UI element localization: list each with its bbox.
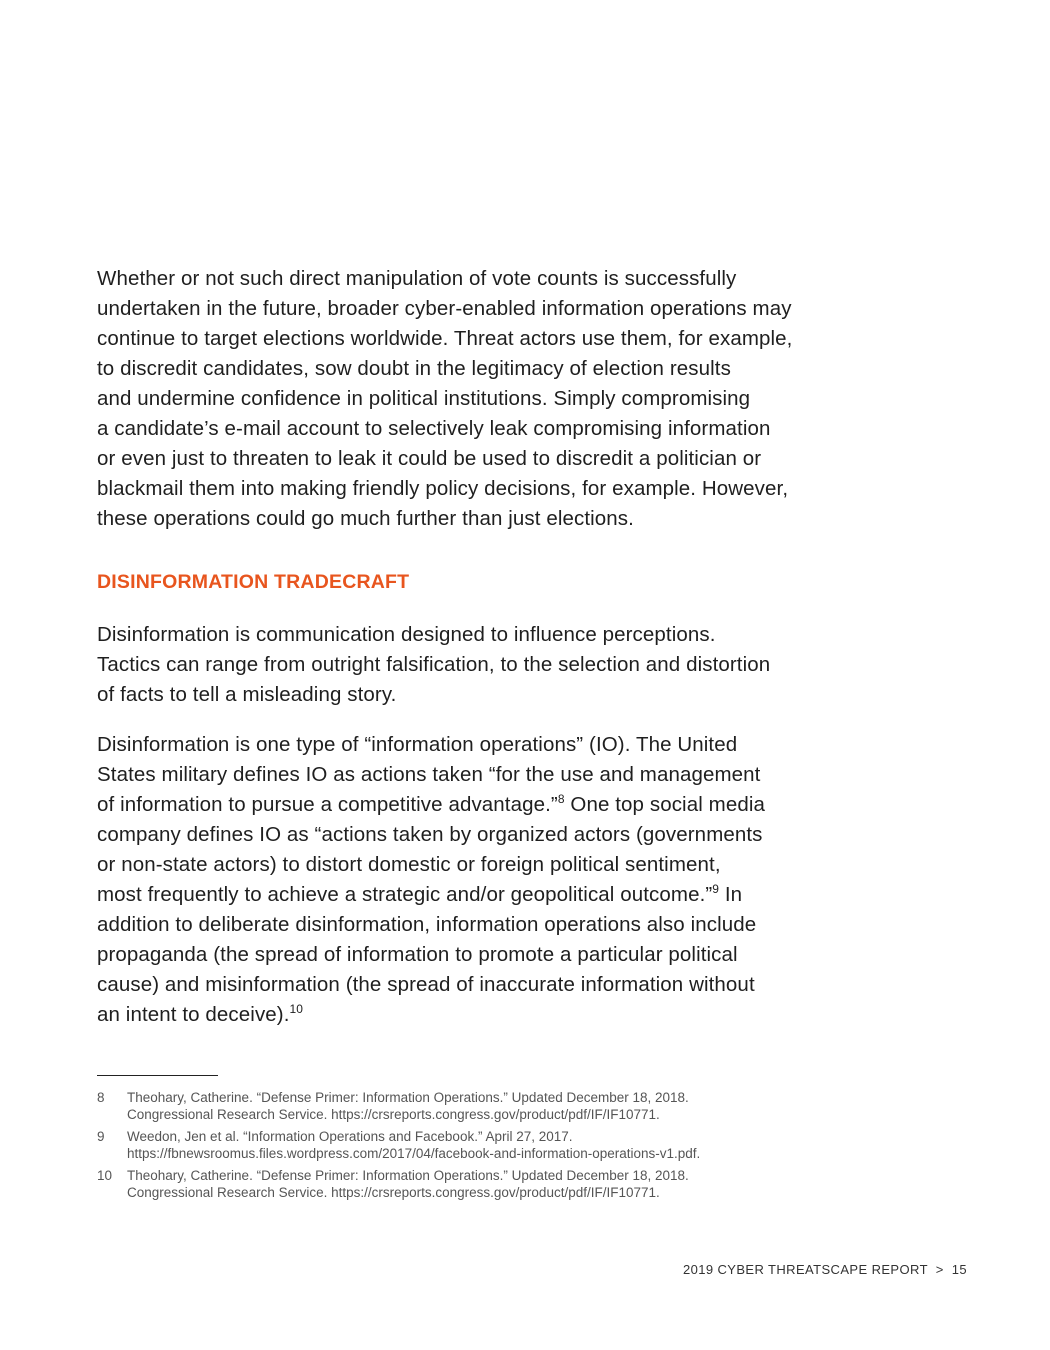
footnote-ref-8[interactable]: 8 <box>557 792 565 806</box>
footnote-item <box>97 1090 897 1123</box>
footnote-divider <box>97 1075 218 1076</box>
footnote-text: Weedon, Jen et al. “Information Operations and Facebook.” April 27, 2017. https://fbnewsroomus.files.wordpress.com/2017/04/facebook-and-information-operations-v1.pdf. <box>127 1129 701 1161</box>
section-heading: DISINFORMATION TRADECRAFT <box>97 571 410 593</box>
report-title: 2019 CYBER THREATSCAPE REPORT <box>682 1262 928 1277</box>
footnote-number: 10 <box>97 1168 113 1183</box>
footnote-ref-9[interactable]: 9 <box>712 882 720 896</box>
body-paragraph-3 <box>97 730 857 1030</box>
footnote-number: 9 <box>97 1129 105 1144</box>
page-footer <box>683 1262 967 1277</box>
paragraph-3-text-part-3: In addition to deliberate disinformation, information operations also include propaganda (the spread of information to promote a particular political cause) and misinformation (the spread of inaccurate information without an intent to deceive). <box>97 883 757 1026</box>
body-paragraph-2: Disinformation is communication designed to influence perceptions. Tactics can range from outright falsification, to the selection and distortion of facts to tell a misleading story. <box>97 623 771 706</box>
footnote-text: Theohary, Catherine. “Defense Primer: Information Operations.” Updated December 18, 2018. Congressional Research Service. https://crsreports.congress.gov/product/pdf/IF/IF10771. <box>127 1168 689 1200</box>
footnote-number: 8 <box>97 1090 105 1105</box>
footnotes-section <box>97 1090 897 1207</box>
body-paragraph-1: Whether or not such direct manipulation of vote counts is successfully undertaken in the future, broader cyber-enabled information operations may continue to target elections worldwide. Threat actors use them, for example, to discredit candidates, sow doubt in the legitimacy of election results and undermine confidence in political institutions. Simply compromising a candidate’s e-mail account to selectively leak compromising information or even just to threaten to leak it could be used to discredit a politician or blackmail them into making friendly policy decisions, for example. However, these operations could go much further than just elections. <box>97 267 793 530</box>
footnote-ref-10[interactable]: 10 <box>289 1002 304 1016</box>
footnote-item <box>97 1168 897 1201</box>
paragraph-3-text-part-2: One top social media company defines IO as “actions taken by organized actors (governments or non-state actors) to distort domestic or foreign political sentiment, most frequently to achieve a strategic and/or geopolitical outcome.” <box>97 793 765 906</box>
footer-separator: > <box>935 1262 944 1277</box>
footnote-text: Theohary, Catherine. “Defense Primer: Information Operations.” Updated December 18, 2018. Congressional Research Service. https://crsreports.congress.gov/product/pdf/IF/IF10771. <box>127 1090 689 1122</box>
main-content <box>97 264 857 1030</box>
footnote-item <box>97 1129 897 1162</box>
paragraph-3-text-part-1: Disinformation is one type of “information operations” (IO). The United States military defines IO as actions taken “for the use and management of information to pursue a competitive advantage.” <box>97 733 761 816</box>
page-number: 15 <box>951 1262 967 1277</box>
